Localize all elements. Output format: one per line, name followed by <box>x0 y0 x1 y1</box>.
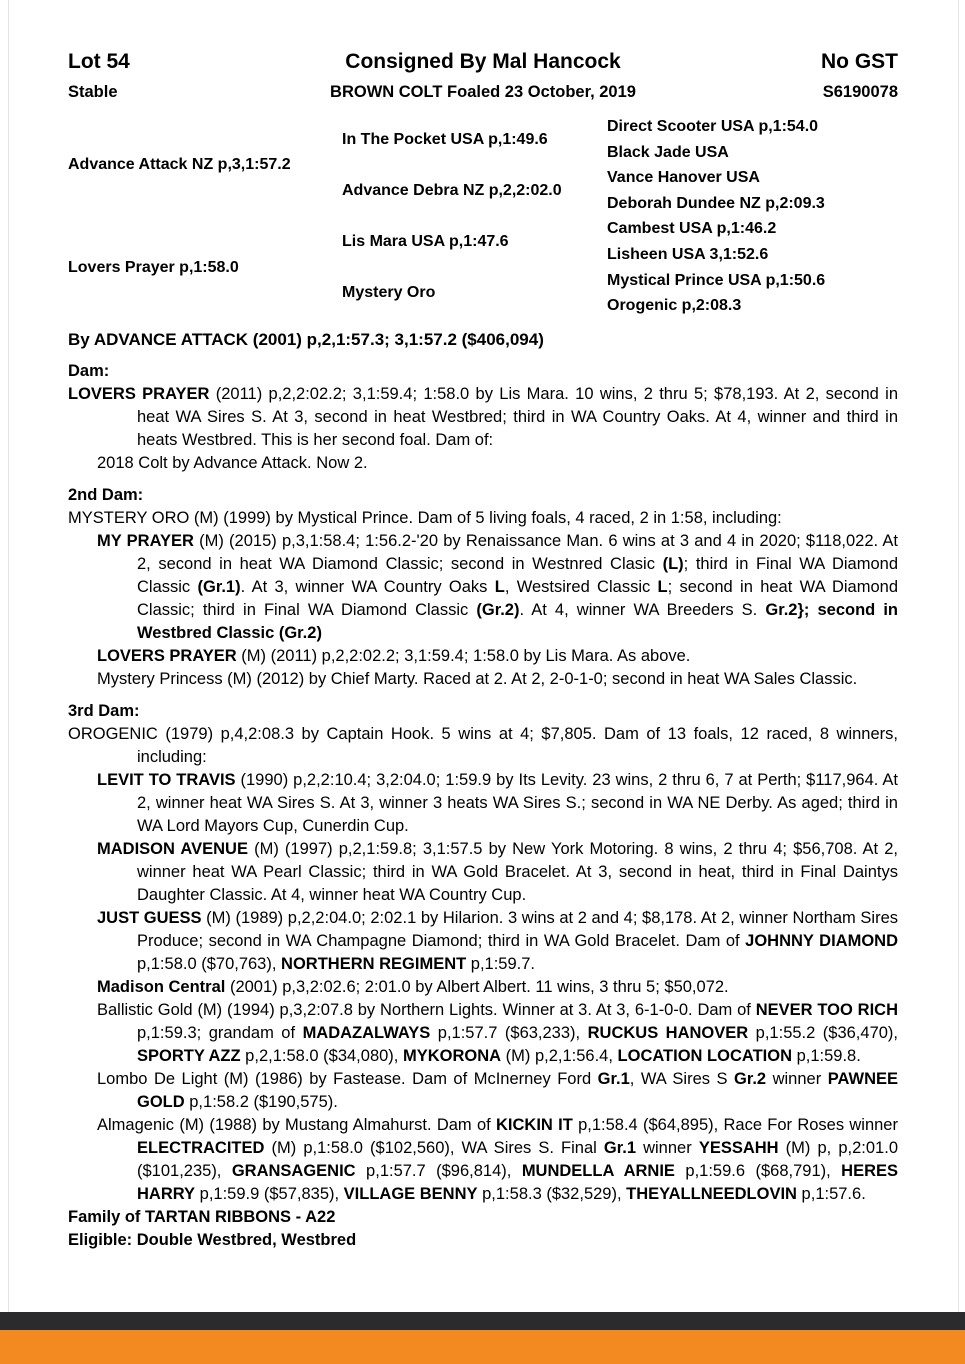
bold-text-segment: VILLAGE BENNY <box>343 1184 478 1203</box>
consignor-title: Consigned By Mal Hancock <box>345 50 621 73</box>
pedigree-paragraph <box>68 976 898 999</box>
text-segment: (M) p, p,2:01.0 ($101,235), <box>137 1138 898 1180</box>
bold-text-segment: NEVER TOO RICH <box>755 1000 899 1019</box>
header-row-1 <box>68 50 898 74</box>
pedigree-paragraph <box>68 1229 898 1252</box>
pedigree-paragraph <box>68 645 898 668</box>
bold-text-segment: Gr.2 <box>734 1069 767 1088</box>
text-segment: p,1:59.7. <box>466 954 536 973</box>
catalog-id: S6190078 <box>822 83 898 101</box>
bold-text-segment: 2nd Dam: <box>68 485 144 504</box>
stable-label: Stable <box>68 83 118 101</box>
bold-text-segment: LOCATION LOCATION <box>617 1046 792 1065</box>
bold-text-segment: (Gr.2) <box>476 600 520 619</box>
bold-text-segment: MYKORONA <box>402 1046 502 1065</box>
text-segment: OROGENIC (1979) p,4,2:08.3 by Captain Hook. 5 wins at 4; $7,805. Dam of 13 foals, 12 raced, 8 winners, including: <box>68 724 898 766</box>
bold-text-segment: Madison Central <box>97 977 226 996</box>
bold-text-segment: LOVERS PRAYER <box>68 384 210 403</box>
pedigree-paragraph <box>68 328 898 351</box>
sire-sire: In The Pocket USA p,1:49.6 <box>342 130 548 148</box>
pedigree-table <box>68 114 898 319</box>
bold-text-segment: NORTHERN REGIMENT <box>281 954 467 973</box>
text-segment: p,1:58.3 ($32,529), <box>477 1184 627 1203</box>
pedigree-paragraph <box>68 700 898 723</box>
gen3-ancestor: Lisheen USA 3,1:52.6 <box>607 245 769 263</box>
bold-text-segment: Eligible: Double Westbred, Westbred <box>68 1230 357 1249</box>
bold-text-segment: By ADVANCE ATTACK (2001) p,2,1:57.3; 3,1:57.2 ($406,094) <box>68 329 544 349</box>
bold-text-segment: (Gr.1) <box>197 577 241 596</box>
text-segment: p,1:59.9 ($57,835), <box>195 1184 344 1203</box>
pedigree-paragraph <box>68 1114 898 1206</box>
pedigree-paragraph <box>68 452 898 475</box>
text-segment: ; third in Final WA Diamond Classic <box>137 554 898 596</box>
page-edge-right-line <box>958 0 959 1364</box>
bold-text-segment: MY PRAYER <box>97 531 194 550</box>
pedigree-paragraph <box>68 383 898 452</box>
bold-text-segment: MADISON AVENUE <box>97 839 248 858</box>
text-segment: . At 3, winner WA Country Oaks <box>240 577 495 596</box>
text-segment: (1990) p,2,2:10.4; 3,2:04.0; 1:59.9 by Its Levity. 23 wins, 2 thru 6, 7 at Perth; $117,964. At 2, winner heat WA Sires S. At 3, winner 3 heats WA Sires S.; second in WA NE Derby. As aged; third in WA Lord Mayors Cup, Cunerdin Cup. <box>137 770 898 835</box>
page-edge-left-line <box>8 0 9 1364</box>
gen3-ancestor: Mystical Prince USA p,1:50.6 <box>607 271 826 289</box>
pedigree-text <box>68 328 898 1252</box>
bold-text-segment: Family of TARTAN RIBBONS - A22 <box>68 1207 336 1226</box>
bold-text-segment: 3rd Dam: <box>68 701 140 720</box>
pedigree-paragraph <box>68 668 898 691</box>
text-segment: (M) (1997) p,2,1:59.8; 3,1:57.5 by New York Motoring. 8 wins, 2 thru 4; $56,708. At 2, winner heat WA Pearl Classic; third in WA Gold Bracelet. At 3, second in heat, third in Final Daintys Daughter Classic. At 4, winner heat WA Country Cup. <box>137 839 898 904</box>
text-segment: (M) p,1:58.0 ($102,560), WA Sires S. Final <box>264 1138 604 1157</box>
text-segment: winner <box>636 1138 699 1157</box>
pedigree-paragraph <box>68 907 898 976</box>
bold-text-segment: THEYALLNEEDLOVIN <box>626 1184 797 1203</box>
bold-text-segment: PAWNEE GOLD <box>137 1069 899 1111</box>
bold-text-segment: Gr.2}; second in Westbred Classic (Gr.2) <box>137 600 898 642</box>
text-segment: (M) p,2,1:56.4, <box>501 1046 618 1065</box>
text-segment: (M) (2015) p,3,1:58.4; 1:56.2-'20 by Renaissance Man. 6 wins at 3 and 4 in 2020; $118,022. At 2, second in heat WA Diamond Classic; second in Westnred Clasic <box>137 531 898 573</box>
bold-text-segment: Gr.1 <box>597 1069 630 1088</box>
text-segment: , WA Sires S <box>629 1069 734 1088</box>
bold-text-segment: (L) <box>662 554 684 573</box>
sire-dam: Advance Debra NZ p,2,2:02.0 <box>342 181 562 199</box>
lot-number: Lot 54 <box>68 50 130 73</box>
gst-status: No GST <box>821 50 898 73</box>
pedigree-paragraph <box>68 769 898 838</box>
text-segment: p,2,1:58.0 ($34,080), <box>240 1046 403 1065</box>
bold-text-segment: Gr.1 <box>603 1138 637 1157</box>
text-segment: p,1:58.0 ($70,763), <box>137 954 282 973</box>
pedigree-paragraph <box>68 838 898 907</box>
bold-text-segment: HERES HARRY <box>137 1161 899 1203</box>
bold-text-segment: KICKIN IT <box>496 1115 573 1134</box>
text-segment: (M) (1989) p,2,2:04.0; 2:02.1 by Hilarion. 3 wins at 2 and 4; $8,178. At 2, winner Northam Sires Produce; second in WA Champagne Diamond; third in WA Gold Bracelet. Dam of <box>137 908 898 950</box>
text-segment: ; second in heat WA Diamond Classic; third in Final WA Diamond Classic <box>137 577 899 619</box>
text-segment: MYSTERY ORO (M) (1999) by Mystical Prince. Dam of 5 living foals, 4 raced, 2 in 1:58, including: <box>68 508 782 527</box>
pedigree-paragraph <box>68 360 898 383</box>
text-segment: p,1:59.3; grandam of <box>137 1023 303 1042</box>
bold-text-segment: MADAZALWAYS <box>302 1023 431 1042</box>
bold-text-segment: LOVERS PRAYER <box>97 646 237 665</box>
bold-text-segment: GRANSAGENIC <box>231 1161 356 1180</box>
bold-text-segment: Dam: <box>68 361 110 380</box>
pedigree-paragraph <box>68 484 898 507</box>
bold-text-segment: MUNDELLA ARNIE <box>521 1161 675 1180</box>
bold-text-segment: ELECTRACITED <box>137 1138 265 1157</box>
pedigree-paragraph <box>68 723 898 769</box>
text-segment: (2011) p,2,2:02.2; 3,1:59.4; 1:58.0 by Lis Mara. 10 wins, 2 thru 5; $78,193. At 2, second in heat WA Sires S. At 3, second in heat Westbred; third in WA Country Oaks. At 4, winner and third in heats Westbred. This is her second foal. Dam of: <box>137 384 899 449</box>
dam-dam: Mystery Oro <box>342 284 436 302</box>
bold-text-segment: YESSAHH <box>698 1138 779 1157</box>
text-segment: p,1:55.2 ($36,470), <box>748 1023 899 1042</box>
text-segment: Lombo De Light (M) (1986) by Fastease. Dam of McInerney Ford <box>97 1069 598 1088</box>
foaling-description: BROWN COLT Foaled 23 October, 2019 <box>330 83 636 101</box>
pedigree-paragraph <box>68 507 898 530</box>
gen3-ancestor: Deborah Dundee NZ p,2:09.3 <box>607 194 825 212</box>
bold-text-segment: RUCKUS HANOVER <box>587 1023 749 1042</box>
bold-text-segment: JUST GUESS <box>97 908 202 927</box>
bold-text-segment: L <box>657 577 668 596</box>
gen3-ancestor: Direct Scooter USA p,1:54.0 <box>607 118 819 135</box>
pedigree-paragraph <box>68 1206 898 1229</box>
text-segment: Ballistic Gold (M) (1994) p,3,2:07.8 by Northern Lights. Winner at 3. At 3, 6-1-0-0. Dam of <box>97 1000 756 1019</box>
pedigree-paragraph <box>68 1068 898 1114</box>
bold-text-segment: JOHNNY DIAMOND <box>745 931 898 950</box>
header-row-2 <box>68 83 898 102</box>
text-segment: (M) (2011) p,2,2:02.2; 3,1:59.4; 1:58.0 by Lis Mara. As above. <box>236 646 691 665</box>
text-segment: p,1:58.2 ($190,575). <box>184 1092 338 1111</box>
footer-dark-band <box>0 1312 965 1330</box>
pedigree-paragraph <box>68 530 898 645</box>
text-segment: , Westsired Classic <box>504 577 658 596</box>
text-segment: . At 4, winner WA Breeders S. <box>519 600 766 619</box>
bold-text-segment: L <box>494 577 505 596</box>
gen3-ancestor: Orogenic p,2:08.3 <box>607 297 742 315</box>
text-segment: 2018 Colt by Advance Attack. Now 2. <box>97 453 368 472</box>
text-segment: p,1:58.4 ($64,895), Race For Roses winner <box>572 1115 898 1134</box>
bold-text-segment: LEVIT TO TRAVIS <box>97 770 236 789</box>
pedigree-paragraph <box>68 999 898 1068</box>
text-segment: p,1:59.8. <box>791 1046 861 1065</box>
text-segment: p,1:57.7 ($63,233), <box>430 1023 588 1042</box>
gen3-ancestor: Vance Hanover USA <box>607 169 760 187</box>
sire-name: Advance Attack NZ p,3,1:57.2 <box>68 156 291 174</box>
dam-name: Lovers Prayer p,1:58.0 <box>68 258 239 276</box>
text-segment: winner <box>766 1069 828 1088</box>
header <box>68 50 898 102</box>
text-segment: p,1:59.6 ($68,791), <box>674 1161 842 1180</box>
footer-orange-band <box>0 1330 965 1364</box>
dam-sire: Lis Mara USA p,1:47.6 <box>342 233 509 251</box>
gen3-ancestor: Black Jade USA <box>607 143 729 161</box>
text-segment: (2001) p,3,2:02.6; 2:01.0 by Albert Albert. 11 wins, 3 thru 5; $50,072. <box>225 977 729 996</box>
text-segment: p,1:57.7 ($96,814), <box>355 1161 522 1180</box>
bold-text-segment: SPORTY AZZ <box>137 1046 241 1065</box>
text-segment: p,1:57.6. <box>796 1184 866 1203</box>
text-segment: Mystery Princess (M) (2012) by Chief Marty. Raced at 2. At 2, 2-0-1-0; second in heat WA Sales Classic. <box>97 669 858 688</box>
text-segment: Almagenic (M) (1988) by Mustang Almahurst. Dam of <box>97 1115 496 1134</box>
gen3-ancestor: Cambest USA p,1:46.2 <box>607 220 777 238</box>
